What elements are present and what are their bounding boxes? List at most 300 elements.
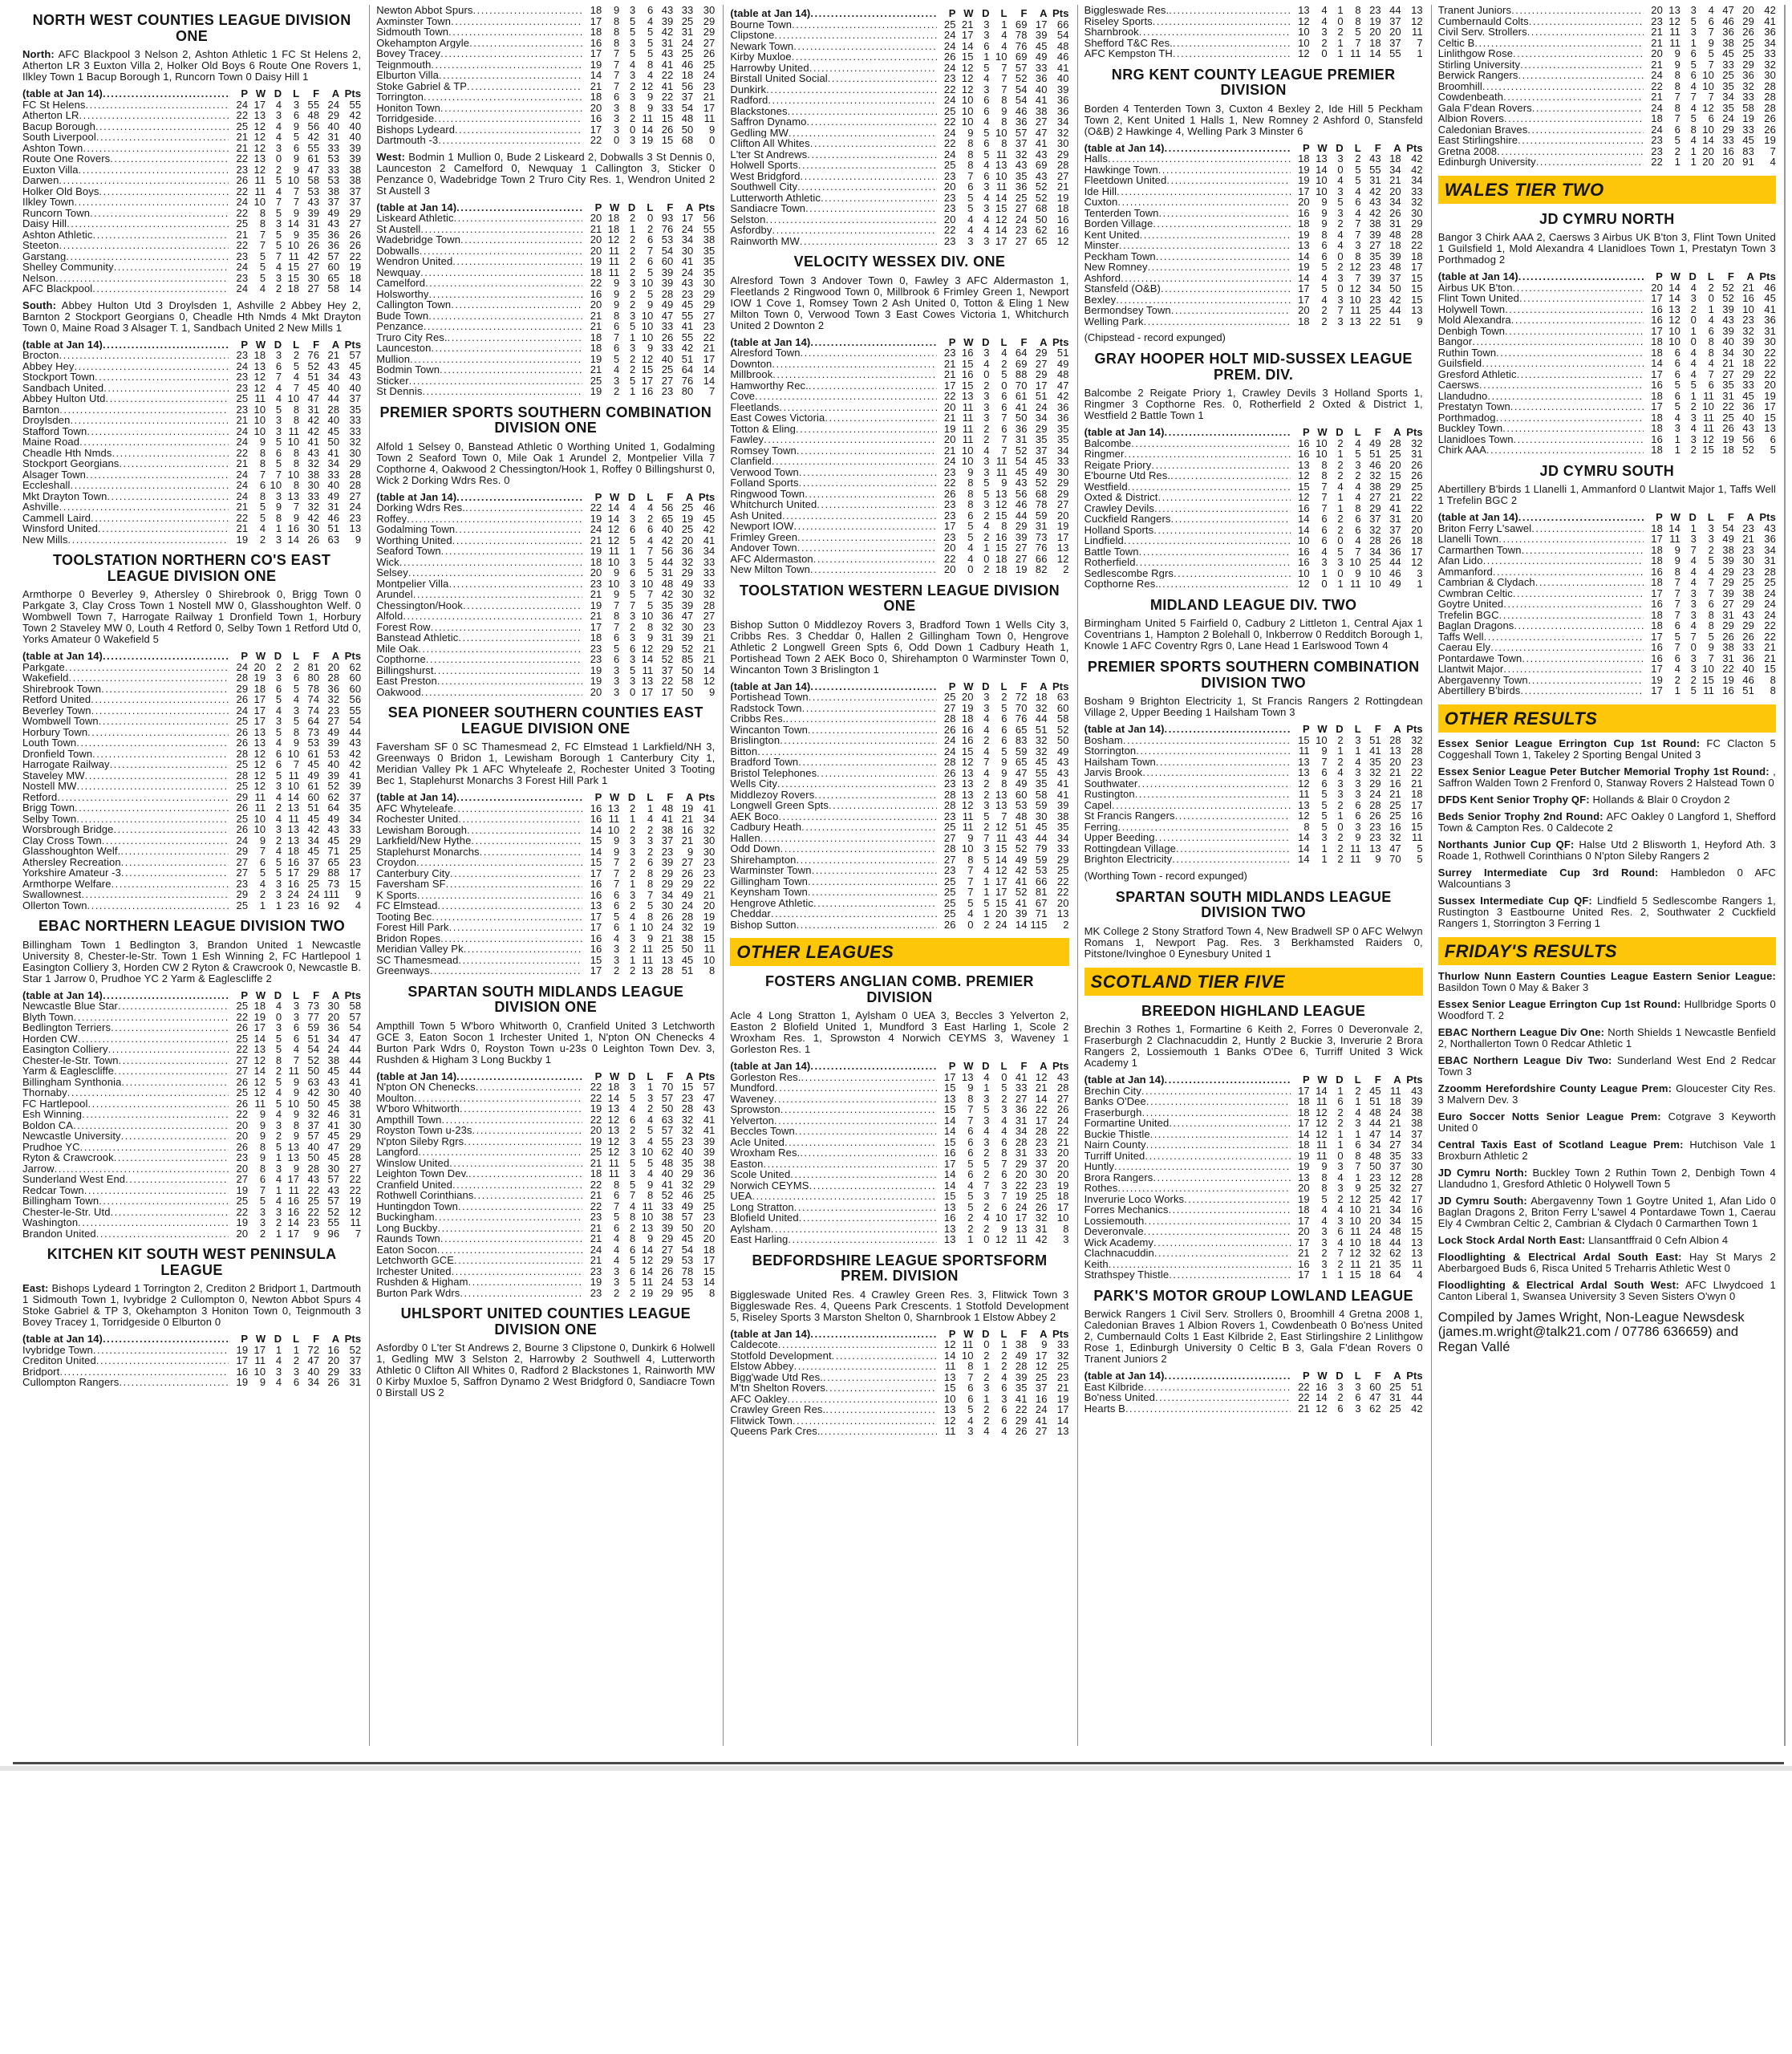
stat-a: 30 xyxy=(681,588,694,600)
stat-f: 57 xyxy=(1015,61,1028,74)
stat-a: 73 xyxy=(327,877,340,890)
column-header-l: L xyxy=(1354,141,1361,154)
stat-w: 14 xyxy=(253,1032,266,1045)
stat-pts: 38 xyxy=(1411,1106,1423,1118)
stat-pts: 38 xyxy=(703,233,716,246)
stat-a: 31 xyxy=(327,501,340,513)
table-row xyxy=(730,489,1068,500)
team-name: Ashville xyxy=(22,501,59,513)
stat-l: 3 xyxy=(1355,766,1361,778)
stat-f: 10 xyxy=(1369,566,1381,579)
results-league-label: Central Taxis East of Scotland League Prem: xyxy=(1437,1138,1684,1151)
dot-leader xyxy=(772,225,936,236)
stat-p: 20 xyxy=(1651,281,1663,294)
stat-d: 4 xyxy=(630,58,636,71)
stat-a: 47 xyxy=(1389,842,1401,854)
team-name: Cumbernauld Colts xyxy=(1437,15,1529,26)
stat-f: 45 xyxy=(1369,1084,1381,1097)
dot-leader xyxy=(1527,124,1644,136)
dot-leader xyxy=(57,792,229,803)
column-header-a: A xyxy=(331,650,340,662)
stat-pts: 25 xyxy=(703,58,716,71)
stat-pts: 21 xyxy=(1411,777,1423,790)
stat-a: 25 xyxy=(1389,448,1401,460)
stat-pts: 12 xyxy=(349,1205,362,1218)
stat-a: 34 xyxy=(681,233,694,246)
table-row xyxy=(1085,48,1423,59)
stat-w: 12 xyxy=(253,747,266,760)
results-paragraph xyxy=(1438,1167,1776,1190)
stat-w: 9 xyxy=(614,4,620,16)
table-row xyxy=(376,332,715,343)
column-header-d: D xyxy=(1689,511,1697,523)
stat-p: 20 xyxy=(1651,4,1663,16)
dot-leader xyxy=(420,267,582,278)
stat-d: 0 xyxy=(1337,1149,1344,1162)
stat-l: 5 xyxy=(1001,1082,1007,1094)
dot-leader xyxy=(809,692,937,703)
stat-w: 9 xyxy=(614,588,620,600)
stat-f: 33 xyxy=(661,101,674,114)
stat-pts: 60 xyxy=(349,672,362,684)
stat-f: 49 xyxy=(661,298,674,311)
stat-f: 41 xyxy=(1015,1070,1028,1083)
team-name: Wincanton Town xyxy=(730,724,808,735)
team-name: N'pton Sileby Rgrs xyxy=(376,1135,464,1147)
stat-pts: 16 xyxy=(1411,1204,1423,1216)
results-league-label: North: xyxy=(22,48,55,60)
table-row xyxy=(1085,757,1423,768)
stat-w: 11 xyxy=(1316,1095,1328,1107)
stat-d: 3 xyxy=(630,610,636,622)
stat-l: 7 xyxy=(1355,1160,1361,1172)
stat-a: 43 xyxy=(327,217,340,229)
league-title: EBAC NORTHERN LEAGUE DIVISION TWO xyxy=(38,918,346,934)
stat-w: 1 xyxy=(967,1233,974,1245)
stat-pts: 30 xyxy=(1411,206,1423,219)
column-header-d: D xyxy=(627,1070,636,1082)
stat-l: 9 xyxy=(293,511,300,524)
team-name: Carmarthen Town xyxy=(1437,544,1522,555)
stat-p: 20 xyxy=(943,542,956,554)
stat-l: 19 xyxy=(641,1286,654,1299)
stat-l: 0 xyxy=(1001,379,1007,392)
table-row xyxy=(22,415,361,426)
stat-d: 1 xyxy=(630,921,636,933)
stat-l: 15 xyxy=(287,271,300,284)
team-name: Rushden & Higham xyxy=(376,1277,468,1288)
table-date-label: (table at Jan 14) xyxy=(376,1070,457,1082)
stat-w: 7 xyxy=(1321,501,1328,514)
stat-pts: 25 xyxy=(349,845,362,857)
stat-p: 14 xyxy=(943,1168,956,1180)
stat-f: 42 xyxy=(307,250,320,262)
table-row xyxy=(730,1180,1068,1191)
stat-pts: 34 xyxy=(349,812,362,825)
stat-pts: 34 xyxy=(1056,116,1069,128)
dot-leader xyxy=(808,876,937,887)
dot-leader xyxy=(1169,5,1291,16)
stat-pts: 22 xyxy=(1056,886,1069,898)
column-header-a: A xyxy=(685,791,694,803)
table-row xyxy=(730,225,1068,236)
league-title: BREEDON HIGHLAND LEAGUE xyxy=(1141,1002,1366,1019)
dot-leader xyxy=(420,224,582,235)
stat-w: 6 xyxy=(1321,250,1328,262)
stat-pts: 55 xyxy=(349,98,362,111)
stat-p: 24 xyxy=(236,424,249,437)
table-row xyxy=(22,448,361,459)
stat-d: 5 xyxy=(1690,112,1697,124)
stat-pts: 14 xyxy=(349,282,362,294)
stat-a: 25 xyxy=(1742,47,1754,59)
stat-a: 25 xyxy=(1035,1190,1048,1202)
table-row xyxy=(1085,262,1423,273)
table-row xyxy=(376,846,715,858)
dot-leader xyxy=(432,911,582,923)
stat-w: 12 xyxy=(961,61,974,74)
stat-l: 8 xyxy=(293,446,300,459)
table-row xyxy=(1438,59,1776,71)
stat-pts: 52 xyxy=(349,1343,362,1356)
stat-l: 5 xyxy=(647,36,654,49)
stat-w: 9 xyxy=(1674,47,1681,59)
stat-f: 50 xyxy=(307,1097,320,1110)
stat-f: 73 xyxy=(307,725,320,738)
stat-w: 5 xyxy=(1321,261,1328,273)
table-row xyxy=(376,1288,715,1299)
dot-leader xyxy=(426,654,583,665)
team-name: Swallownest xyxy=(22,889,82,900)
stat-l: 4 xyxy=(1001,39,1007,52)
stat-a: 56 xyxy=(1742,432,1754,445)
dot-leader xyxy=(832,1350,937,1362)
stat-p: 22 xyxy=(590,1081,602,1093)
stat-p: 22 xyxy=(236,1205,249,1218)
stat-d: 0 xyxy=(983,552,990,565)
stat-f: 24 xyxy=(1722,112,1734,124)
table-row xyxy=(1085,832,1423,843)
stat-f: 43 xyxy=(1015,159,1028,171)
stat-d: 7 xyxy=(1690,91,1697,103)
stat-l: 12 xyxy=(1702,101,1714,114)
stat-p: 24 xyxy=(236,261,249,273)
team-name: Whitchurch United xyxy=(730,499,817,510)
stat-l: 12 xyxy=(1349,261,1361,273)
stat-w: 11 xyxy=(962,1338,974,1350)
table-row xyxy=(1085,240,1423,251)
stat-d: 0 xyxy=(983,368,990,380)
stat-d: 2 xyxy=(275,834,282,846)
stat-w: 8 xyxy=(614,26,620,38)
dot-leader xyxy=(86,99,229,111)
team-name: Beverley Town xyxy=(22,704,91,716)
stat-pts: 13 xyxy=(1056,1425,1069,1437)
league-table xyxy=(22,350,361,545)
team-name: L'ter St Andrews xyxy=(730,148,808,160)
table-row xyxy=(22,1185,361,1196)
stat-a: 30 xyxy=(327,1086,340,1098)
dot-leader xyxy=(814,790,936,801)
stat-a: 24 xyxy=(681,899,694,911)
stat-a: 41 xyxy=(1035,1414,1048,1427)
league-table xyxy=(1085,438,1423,590)
team-name: Billingshurst xyxy=(376,664,434,676)
stat-f: 19 xyxy=(1015,1190,1028,1202)
table-row xyxy=(376,1082,715,1093)
stat-a: 45 xyxy=(1742,389,1754,402)
stat-p: 26 xyxy=(236,693,249,705)
team-name: Harrogate Railway xyxy=(22,759,110,770)
newspaper-column-5 xyxy=(1432,5,1786,1746)
stat-a: 46 xyxy=(327,1108,340,1120)
stat-w: 7 xyxy=(614,856,620,868)
stat-pts: 14 xyxy=(703,374,716,387)
stat-pts: 36 xyxy=(1056,412,1069,424)
stat-p: 25 xyxy=(236,812,249,825)
stat-f: 39 xyxy=(1015,1370,1028,1383)
stat-d: 4 xyxy=(1337,1171,1344,1183)
stat-d: 5 xyxy=(983,1103,990,1115)
stat-l: 4 xyxy=(1355,185,1361,197)
stat-pts: 39 xyxy=(349,780,362,792)
stat-p: 15 xyxy=(590,834,602,846)
stat-d: 4 xyxy=(983,213,990,225)
stat-a: 44 xyxy=(1389,1236,1401,1248)
column-header-f: F xyxy=(1374,1370,1381,1382)
stat-l: 4 xyxy=(1001,1125,1007,1137)
team-name: Upper Beeding xyxy=(1084,832,1155,843)
results-league-label: Essex Senior League Errington Cup 1st Round: xyxy=(1437,737,1701,749)
stat-l: 6 xyxy=(1355,798,1361,811)
stat-p: 17 xyxy=(1651,684,1663,696)
stat-p: 19 xyxy=(590,664,602,676)
table-row xyxy=(22,197,361,208)
table-row xyxy=(730,1147,1068,1159)
stat-pts: 21 xyxy=(703,91,716,103)
stat-w: 11 xyxy=(608,1156,620,1169)
team-name: Fawley xyxy=(730,434,764,445)
table-row xyxy=(730,391,1068,402)
stat-l: 5 xyxy=(647,26,654,38)
stat-p: 23 xyxy=(943,465,956,478)
stat-d: 2 xyxy=(983,530,990,543)
stat-p: 20 xyxy=(1298,1182,1310,1194)
stat-f: 14 xyxy=(1015,918,1028,931)
stat-pts: 21 xyxy=(703,342,716,354)
stat-d: 3 xyxy=(1690,587,1697,599)
stat-f: 24 xyxy=(661,1276,674,1288)
team-name: Meridian Valley Pk xyxy=(376,944,464,955)
stat-pts: 39 xyxy=(703,1135,716,1147)
stat-pts: 60 xyxy=(349,682,362,695)
stat-p: 19 xyxy=(590,58,602,71)
stat-p: 22 xyxy=(236,511,249,524)
stat-f: 33 xyxy=(1722,58,1734,71)
team-name: AFC Whyteleafe xyxy=(376,802,454,814)
stat-pts: 27 xyxy=(349,1162,362,1175)
team-name: Wendron United xyxy=(376,256,453,267)
stat-p: 16 xyxy=(590,36,602,49)
stat-p: 19 xyxy=(236,1183,249,1196)
dot-leader xyxy=(59,501,229,513)
table-row xyxy=(22,1077,361,1088)
stat-pts: 22 xyxy=(703,331,716,343)
column-header-pts: Pts xyxy=(344,338,362,351)
stat-pts: 13 xyxy=(1764,422,1776,434)
dot-leader xyxy=(1117,186,1291,197)
stat-w: 12 xyxy=(253,780,266,792)
dot-leader xyxy=(1502,423,1644,434)
stat-l: 4 xyxy=(1355,755,1361,768)
stat-d: 4 xyxy=(983,1125,990,1137)
stat-pts: 38 xyxy=(349,1097,362,1110)
stat-f: 47 xyxy=(1369,1391,1381,1403)
column-header-p: P xyxy=(1302,1074,1310,1086)
stat-w: 8 xyxy=(1321,228,1328,241)
table-row xyxy=(22,262,361,273)
stat-pts: 38 xyxy=(349,163,362,176)
stat-p: 24 xyxy=(590,523,602,535)
stat-pts: 50 xyxy=(1056,734,1069,746)
table-row xyxy=(1438,103,1776,114)
stat-d: 1 xyxy=(1337,448,1344,460)
stat-a: 26 xyxy=(327,1376,340,1388)
dot-leader xyxy=(1170,514,1290,525)
dot-leader xyxy=(451,299,582,311)
dot-leader xyxy=(1144,316,1291,327)
stat-p: 19 xyxy=(236,1376,249,1388)
stat-f: 26 xyxy=(307,533,320,546)
stat-d: 2 xyxy=(1337,436,1344,449)
stat-f: 72 xyxy=(307,1343,320,1356)
dot-leader xyxy=(75,802,229,814)
stat-d: 3 xyxy=(275,1118,282,1131)
stat-d: 4 xyxy=(630,1102,636,1114)
stat-f: 42 xyxy=(307,823,320,835)
stat-a: 23 xyxy=(1035,1179,1048,1191)
team-name: Cullompton Rangers xyxy=(22,1377,120,1388)
stat-l: 5 xyxy=(647,1124,654,1136)
stat-a: 12 xyxy=(1035,1360,1048,1372)
column-header-w: W xyxy=(610,201,620,213)
stat-a: 78 xyxy=(681,1264,694,1277)
stat-l: 16 xyxy=(287,1195,300,1207)
team-name: Denbigh Town xyxy=(1437,325,1506,336)
stat-a: 17 xyxy=(1035,18,1048,30)
table-header-row xyxy=(1085,1074,1423,1086)
stat-a: 19 xyxy=(1742,112,1754,124)
dot-leader xyxy=(825,1382,937,1394)
team-name: Eaton Socon xyxy=(376,1244,437,1255)
stat-a: 25 xyxy=(1389,1402,1401,1415)
column-header-d: D xyxy=(1336,723,1344,735)
stat-d: 2 xyxy=(1337,513,1344,525)
stat-pts: 21 xyxy=(703,888,716,901)
dot-leader xyxy=(120,846,229,857)
stat-a: 54 xyxy=(681,1243,694,1256)
stat-w: 10 xyxy=(253,812,266,825)
stat-l: 15 xyxy=(1349,1269,1361,1281)
stat-p: 16 xyxy=(590,888,602,901)
results-paragraph xyxy=(1438,794,1776,806)
stat-a: 42 xyxy=(1389,293,1401,306)
stat-p: 14 xyxy=(1651,357,1663,369)
results-text: Llansantffraid 0 Cefn Albion 4 xyxy=(1588,1233,1729,1246)
team-name: Stirling University xyxy=(1437,59,1521,70)
league-table xyxy=(1085,1086,1423,1281)
stat-w: 2 xyxy=(259,1227,266,1240)
stat-p: 20 xyxy=(590,233,602,246)
table-row xyxy=(376,59,715,71)
results-paragraph xyxy=(1438,1195,1776,1229)
stat-p: 22 xyxy=(1298,1380,1310,1393)
stat-w: 3 xyxy=(1321,26,1328,38)
stat-pts: 26 xyxy=(703,47,716,59)
table-row xyxy=(22,879,361,890)
stat-f: 47 xyxy=(1722,4,1734,16)
table-row xyxy=(730,1426,1068,1437)
stat-p: 11 xyxy=(1299,745,1310,757)
stat-w: 5 xyxy=(614,642,620,655)
stat-w: 13 xyxy=(253,737,266,749)
dot-leader xyxy=(108,1044,229,1055)
stat-l: 10 xyxy=(641,277,654,289)
column-header-l: L xyxy=(293,1333,300,1345)
stat-pts: 24 xyxy=(703,69,716,81)
column-header-f: F xyxy=(1020,680,1028,692)
stat-l: 1 xyxy=(1355,1171,1361,1183)
dot-leader xyxy=(752,1191,936,1202)
stat-a: 41 xyxy=(1035,94,1048,106)
dot-leader xyxy=(777,778,937,790)
stat-d: 3 xyxy=(275,877,282,890)
stat-pts: 35 xyxy=(349,403,362,416)
stat-p: 13 xyxy=(1298,4,1310,16)
stat-d: 3 xyxy=(983,347,990,359)
dot-leader xyxy=(1158,578,1291,590)
table-row xyxy=(730,236,1068,247)
stat-p: 19 xyxy=(590,1276,602,1288)
stat-w: 4 xyxy=(614,1243,620,1256)
table-row xyxy=(376,1201,715,1212)
stat-f: 18 xyxy=(1369,36,1381,49)
dot-leader xyxy=(1504,113,1644,124)
stat-f: 33 xyxy=(661,320,674,332)
team-name: Keynsham Town xyxy=(730,887,808,898)
dot-leader xyxy=(812,865,937,876)
stat-pts: 13 xyxy=(1411,1236,1423,1248)
table-header-row xyxy=(22,339,361,351)
stat-f: 44 xyxy=(661,555,674,568)
stat-a: 53 xyxy=(327,174,340,186)
stat-pts: 23 xyxy=(703,320,716,332)
column-header-a: A xyxy=(1393,723,1401,735)
stat-p: 23 xyxy=(943,530,956,543)
dot-leader xyxy=(1527,26,1644,38)
stat-l: 0 xyxy=(647,212,654,224)
stat-d: 3 xyxy=(1337,1160,1344,1172)
column-header-a: A xyxy=(331,338,340,351)
stat-d: 5 xyxy=(275,1075,282,1088)
stat-pts: 26 xyxy=(1764,112,1776,124)
stat-w: 9 xyxy=(1674,543,1681,556)
stat-f: 29 xyxy=(661,867,674,879)
stat-a: 32 xyxy=(681,1113,694,1126)
stat-w: 12 xyxy=(1316,1127,1328,1140)
table-row xyxy=(376,557,715,568)
team-name: Holland Sports xyxy=(1084,524,1154,535)
